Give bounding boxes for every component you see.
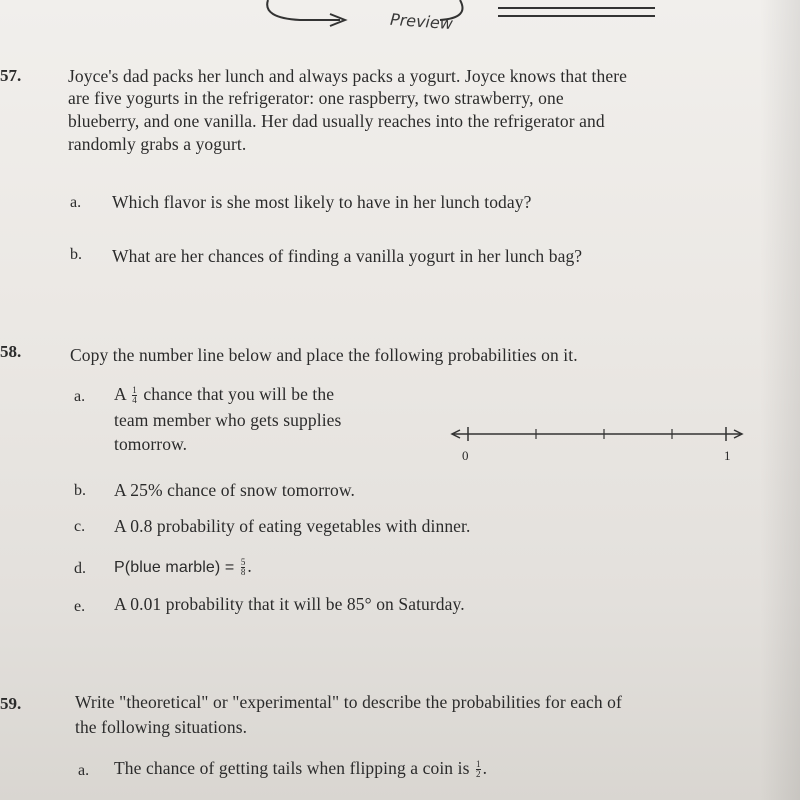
q58-part-d-label: d. <box>74 560 86 577</box>
five-eighths-fraction <box>241 558 246 577</box>
question-58-number: 58. <box>0 342 22 361</box>
q59-part-a-text <box>114 758 487 779</box>
frac-denominator: 8 <box>240 567 246 578</box>
number-line-zero-label: 0 <box>462 448 469 463</box>
q57-part-b-label: b. <box>70 246 82 263</box>
q58-part-b-label: b. <box>74 482 86 499</box>
q58-part-a-line-2: team member who gets supplies <box>114 410 342 430</box>
frac-numerator: 1 <box>132 385 137 396</box>
frac-denominator: 4 <box>132 395 137 406</box>
frac-numerator: 1 <box>475 759 481 770</box>
number-line-one-label: 1 <box>724 448 731 463</box>
q58-part-e-label: e. <box>74 598 86 615</box>
q57-line-4: randomly grabs a yogurt. <box>68 134 247 154</box>
q59-line-1: Write "theoretical" or "experimental" to describe the probabilities for each of <box>75 692 622 712</box>
q57-part-a-label: a. <box>70 194 82 211</box>
q58-part-d-suffix: . <box>247 556 252 576</box>
q58-part-d-prefix: P(blue marble) = <box>114 559 235 576</box>
q57-line-3: blueberry, and one vanilla. Her dad usually reaches into the refrigerator and <box>68 111 605 131</box>
question-59-number: 59. <box>0 694 22 713</box>
q58-part-a-prefix: A <box>114 384 126 404</box>
q58-part-e-text: A 0.01 probability that it will be 85° on Saturday. <box>114 594 465 614</box>
q58-part-c-label: c. <box>74 518 86 535</box>
page-shadow <box>760 0 800 800</box>
q58-part-a-label: a. <box>74 388 86 405</box>
q59-part-a-main: The chance of getting tails when flipping a coin is <box>114 758 470 778</box>
preview-label: Preview <box>389 9 454 34</box>
number-line <box>448 420 748 450</box>
frac-denominator: 2 <box>475 769 481 780</box>
q58-part-a-line-1 <box>114 384 334 405</box>
one-half-fraction <box>476 760 481 779</box>
q57-part-b-text: What are her chances of finding a vanilla yogurt in her lunch bag? <box>112 246 583 266</box>
q57-line-2: are five yogurts in the refrigerator: one raspberry, two strawberry, one <box>68 88 564 108</box>
q59-line-2: the following situations. <box>75 717 248 737</box>
one-fourth-fraction <box>132 386 137 405</box>
q57-line-1: Joyce's dad packs her lunch and always packs a yogurt. Joyce knows that there <box>68 66 628 86</box>
q58-part-c-text: A 0.8 probability of eating vegetables with dinner. <box>114 516 471 536</box>
q59-part-a-label: a. <box>78 762 90 779</box>
q57-part-a-text: Which flavor is she most likely to have in her lunch today? <box>112 192 532 212</box>
q58-part-a-suffix: chance that you will be the <box>143 384 335 404</box>
q58-prompt: Copy the number line below and place the following probabilities on it. <box>70 345 578 365</box>
q58-part-b-text: A 25% chance of snow tomorrow. <box>114 480 355 500</box>
question-57-number: 57. <box>0 66 22 85</box>
frac-numerator: 5 <box>240 557 246 568</box>
q59-part-a-suffix: . <box>482 758 488 778</box>
q58-part-d-text <box>114 556 252 577</box>
q58-part-a-line-3: tomorrow. <box>114 434 188 454</box>
